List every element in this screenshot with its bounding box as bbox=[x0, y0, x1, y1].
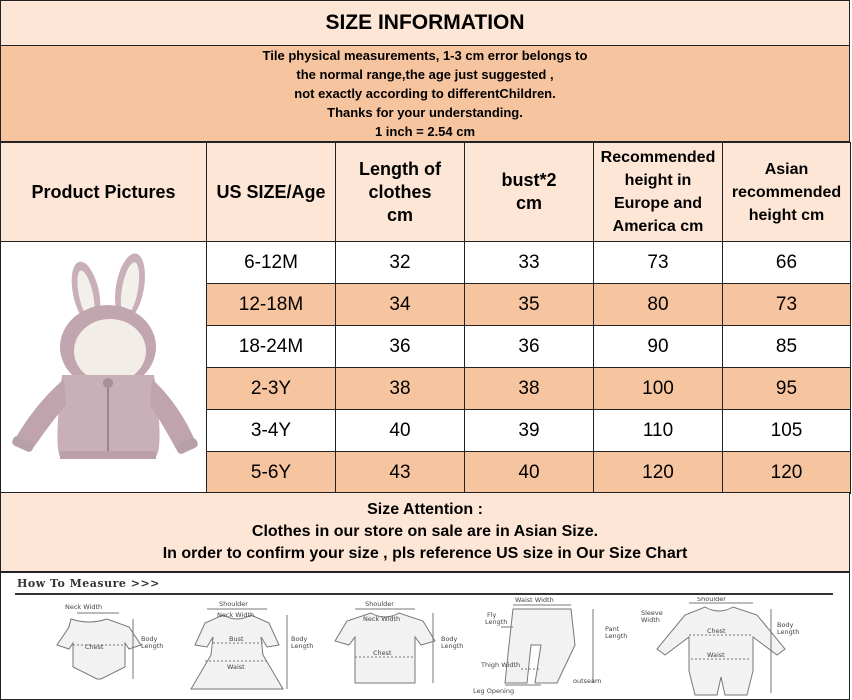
label-length: Length bbox=[291, 642, 314, 650]
cell-height-asia: 73 bbox=[723, 284, 851, 326]
label-waist: Waist bbox=[707, 651, 725, 659]
note-line: the normal range,the age just suggested , bbox=[296, 66, 554, 82]
label-chest: Chest bbox=[85, 643, 104, 651]
label-bust: Bust bbox=[229, 635, 244, 643]
cell-bust: 35 bbox=[465, 284, 594, 326]
pants-diagram bbox=[501, 605, 593, 685]
cell-size: 12-18M bbox=[207, 284, 336, 326]
header-rec-asia-line: recommended bbox=[731, 183, 842, 201]
cell-height-eu: 80 bbox=[594, 284, 723, 326]
header-length-line: cm bbox=[386, 204, 413, 225]
label-neck-width: Neck Width bbox=[65, 603, 103, 611]
label-length: Length bbox=[777, 628, 800, 636]
header-product-pictures: Product Pictures bbox=[1, 143, 207, 242]
label-chest: Chest bbox=[707, 627, 726, 635]
romper-diagram bbox=[657, 603, 785, 695]
header-bust-line: cm bbox=[515, 193, 542, 213]
cell-bust: 33 bbox=[465, 242, 594, 284]
label-waist-width: Waist Width bbox=[515, 597, 554, 604]
cell-height-asia: 85 bbox=[723, 326, 851, 368]
label-body: Body bbox=[291, 635, 308, 643]
cell-height-eu: 110 bbox=[594, 410, 723, 452]
label-length: Length bbox=[485, 618, 508, 626]
label-shoulder: Shoulder bbox=[219, 600, 248, 608]
header-length-line: clothes bbox=[368, 181, 432, 202]
label-neck-width: Neck Width bbox=[363, 615, 401, 623]
header-us-size: US SIZE/Age bbox=[207, 143, 336, 242]
cell-length: 38 bbox=[336, 368, 465, 410]
page-title: SIZE INFORMATION bbox=[0, 0, 850, 46]
note-line: 1 inch = 2.54 cm bbox=[374, 124, 476, 140]
cell-height-eu: 73 bbox=[594, 242, 723, 284]
header-bust bbox=[465, 143, 594, 242]
table-header-row bbox=[1, 143, 851, 242]
attention-line: Clothes in our store on sale are in Asian Size. bbox=[251, 523, 599, 540]
divider bbox=[15, 593, 833, 595]
label-fly: Fly bbox=[487, 611, 497, 619]
header-length bbox=[336, 143, 465, 242]
cell-length: 34 bbox=[336, 284, 465, 326]
header-rec-eu-line: height in bbox=[624, 172, 692, 189]
cell-length: 43 bbox=[336, 452, 465, 494]
attention-line: In order to confirm your size , pls reference US size in Our Size Chart bbox=[162, 545, 688, 562]
label-chest: Chest bbox=[373, 649, 392, 657]
header-rec-asia-line: height cm bbox=[748, 206, 825, 224]
cell-height-eu: 120 bbox=[594, 452, 723, 494]
measurement-notes bbox=[0, 46, 850, 142]
bunny-ear-hoodie-image bbox=[4, 245, 204, 485]
note-line: not exactly according to differentChildren. bbox=[294, 85, 556, 101]
measure-diagrams bbox=[1, 597, 849, 699]
cell-bust: 39 bbox=[465, 410, 594, 452]
label-sleeve: Sleeve bbox=[641, 609, 663, 617]
cell-bust: 40 bbox=[465, 452, 594, 494]
header-bust-line: bust*2 bbox=[501, 170, 557, 190]
header-length-line: Length of bbox=[359, 158, 441, 179]
cell-size: 3-4Y bbox=[207, 410, 336, 452]
header-rec-asia bbox=[723, 143, 851, 242]
cell-bust: 36 bbox=[465, 326, 594, 368]
cell-size: 5-6Y bbox=[207, 452, 336, 494]
label-leg-opening: Leg Opening bbox=[473, 687, 515, 695]
cell-height-eu: 100 bbox=[594, 368, 723, 410]
note-line: Thanks for your understanding. bbox=[327, 105, 523, 121]
cell-length: 32 bbox=[336, 242, 465, 284]
header-rec-eu-line: Recommended bbox=[600, 149, 716, 166]
attention-heading: Size Attention : bbox=[367, 501, 483, 518]
label-length: Length bbox=[605, 632, 628, 640]
label-outseam: outseam bbox=[573, 677, 602, 685]
note-line: Tile physical measurements, 1-3 cm error belongs to bbox=[262, 47, 588, 63]
label-pant: Pant bbox=[605, 625, 620, 633]
label-shoulder: Shoulder bbox=[697, 597, 726, 603]
cell-size: 2-3Y bbox=[207, 368, 336, 410]
label-length: Length bbox=[141, 642, 164, 650]
size-table bbox=[0, 142, 851, 494]
label-body: Body bbox=[141, 635, 158, 643]
label-body: Body bbox=[441, 635, 458, 643]
dress-diagram bbox=[191, 609, 287, 689]
cell-height-asia: 105 bbox=[723, 410, 851, 452]
cell-height-asia: 95 bbox=[723, 368, 851, 410]
cell-length: 40 bbox=[336, 410, 465, 452]
header-rec-eu-line: America cm bbox=[612, 218, 704, 235]
header-rec-eu-line: Europe and bbox=[613, 195, 702, 212]
cell-height-asia: 66 bbox=[723, 242, 851, 284]
label-width: Width bbox=[641, 616, 660, 624]
cell-height-asia: 120 bbox=[723, 452, 851, 494]
size-attention bbox=[0, 492, 850, 572]
product-picture-cell bbox=[1, 242, 207, 494]
cell-size: 6-12M bbox=[207, 242, 336, 284]
how-to-measure bbox=[0, 572, 850, 700]
header-rec-asia-line: Asian bbox=[764, 160, 809, 178]
label-shoulder: Shoulder bbox=[365, 600, 394, 608]
cell-size: 18-24M bbox=[207, 326, 336, 368]
table-row bbox=[1, 242, 851, 284]
how-to-measure-title: How To Measure >>> bbox=[17, 577, 160, 590]
label-waist: Waist bbox=[227, 663, 245, 671]
cell-length: 36 bbox=[336, 326, 465, 368]
label-neck-width: Neck Width bbox=[217, 611, 255, 619]
label-thigh-width: Thigh Width bbox=[481, 661, 521, 669]
header-rec-eu bbox=[594, 143, 723, 242]
label-body: Body bbox=[777, 621, 794, 629]
cell-height-eu: 90 bbox=[594, 326, 723, 368]
label-length: Length bbox=[441, 642, 464, 650]
cell-bust: 38 bbox=[465, 368, 594, 410]
